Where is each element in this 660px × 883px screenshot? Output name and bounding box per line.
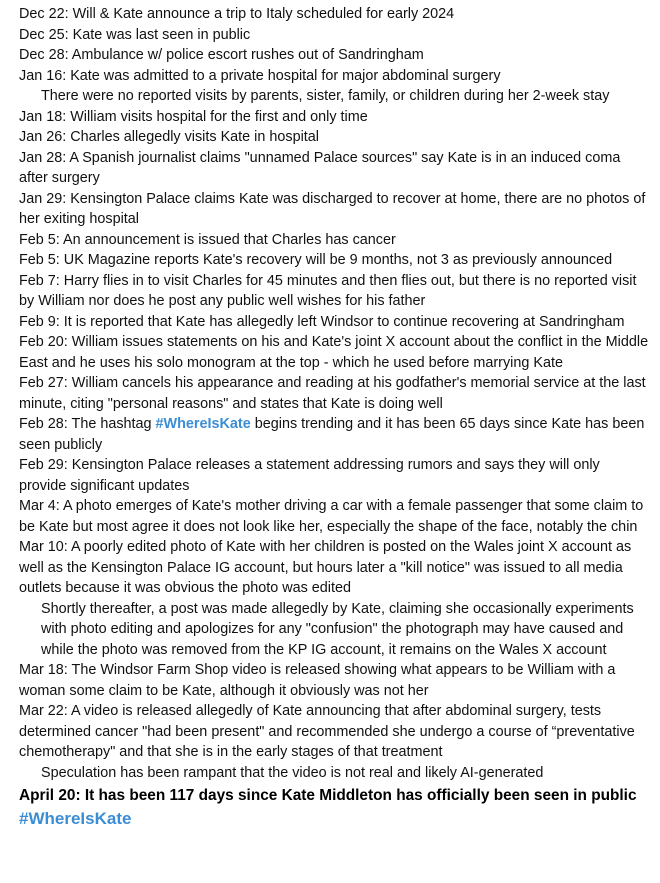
timeline-entry: Feb 9: It is reported that Kate has allegedly left Windsor to continue recovering at Sandringham — [19, 313, 625, 330]
timeline-entry: Feb 20: William issues statements on his and Kate's joint X account about the conflict in the Middle East and he uses his solo monogram at the top - which he used before marrying Kate — [19, 334, 649, 371]
timeline-entry: Feb 27: William cancels his appearance and reading at his godfather's memorial service at the last minute, citing "personal reasons" and states that Kate is doing well — [19, 375, 646, 412]
timeline-entry: Jan 18: William visits hospital for the first and only time — [19, 108, 368, 125]
final-hashtag[interactable]: #WhereIsKate — [19, 809, 132, 828]
timeline-list — [19, 4, 649, 783]
timeline-entry: Mar 10: A poorly edited photo of Kate with her children is posted on the Wales joint X account as well as the Kensington Palace IG account, but hours later a "kill notice" was issued to all media outlets because it was obvious the photo was edited — [19, 539, 632, 596]
timeline-entry: Jan 28: A Spanish journalist claims "unnamed Palace sources" say Kate is in an induced coma after surgery — [19, 149, 621, 186]
timeline-entry: Jan 26: Charles allegedly visits Kate in hospital — [19, 129, 319, 145]
timeline-entry: Mar 4: A photo emerges of Kate's mother driving a car with a female passenger that some claim to be Kate but most agree it does not look like her, especially the shape of the face, notably the chin — [19, 498, 644, 535]
timeline-entry: Dec 22: Will & Kate announce a trip to Italy scheduled for early 2024 — [19, 6, 455, 22]
timeline-entry: Feb 5: UK Magazine reports Kate's recovery will be 9 months, not 3 as previously announced — [19, 252, 613, 268]
timeline-entry: Dec 25: Kate was last seen in public — [19, 26, 251, 43]
timeline-entry: Mar 22: A video is released allegedly of Kate announcing that after abdominal surgery, tests determined cancer "had been present" and recommended she undergo a course of “preventative chemotherapy" and that she is in the early stages of that treatment — [19, 703, 635, 760]
timeline-note: Shortly thereafter, a post was made allegedly by Kate, claiming she occasionally experiments with photo editing and apologizes for any "confusion" the photograph may have caused and while the photo was removed from the KP IG account, it remains on the Wales X account — [41, 600, 634, 658]
hashtag-link[interactable]: #WhereIsKate — [155, 416, 251, 432]
timeline-entry: Feb 29: Kensington Palace releases a statement addressing rumors and says they will only provide significant updates — [19, 457, 600, 494]
entry-text: Feb 28: The hashtag — [19, 416, 156, 432]
timeline-entry: Jan 29: Kensington Palace claims Kate was discharged to recover at home, there are no photos of her exiting hospital — [19, 190, 646, 227]
timeline-entry: Mar 18: The Windsor Farm Shop video is released showing what appears to be William with a woman some claim to be Kate, although it obviously was not her — [19, 662, 616, 699]
entry-text: begins trending and it has been 65 days since Kate has been seen publicly — [19, 416, 645, 453]
final-statement: April 20: It has been 117 days since Kate Middleton has officially been seen in public — [19, 787, 637, 804]
timeline-document — [19, 4, 649, 831]
timeline-entry: Dec 28: Ambulance w/ police escort rushes out of Sandringham — [19, 47, 424, 63]
timeline-note: There were no reported visits by parents, sister, family, or children during her 2-week stay — [41, 88, 610, 104]
timeline-entry: Jan 16: Kate was admitted to a private hospital for major abdominal surgery — [19, 67, 501, 84]
timeline-entry: Feb 5: An announcement is issued that Charles has cancer — [19, 231, 396, 248]
timeline-note: Speculation has been rampant that the video is not real and likely AI-generated — [41, 764, 544, 781]
timeline-entry — [19, 414, 649, 455]
timeline-entry: Feb 7: Harry flies in to visit Charles for 45 minutes and then flies out, but there is no reported visit by William nor does he post any public well wishes for his father — [19, 272, 637, 309]
